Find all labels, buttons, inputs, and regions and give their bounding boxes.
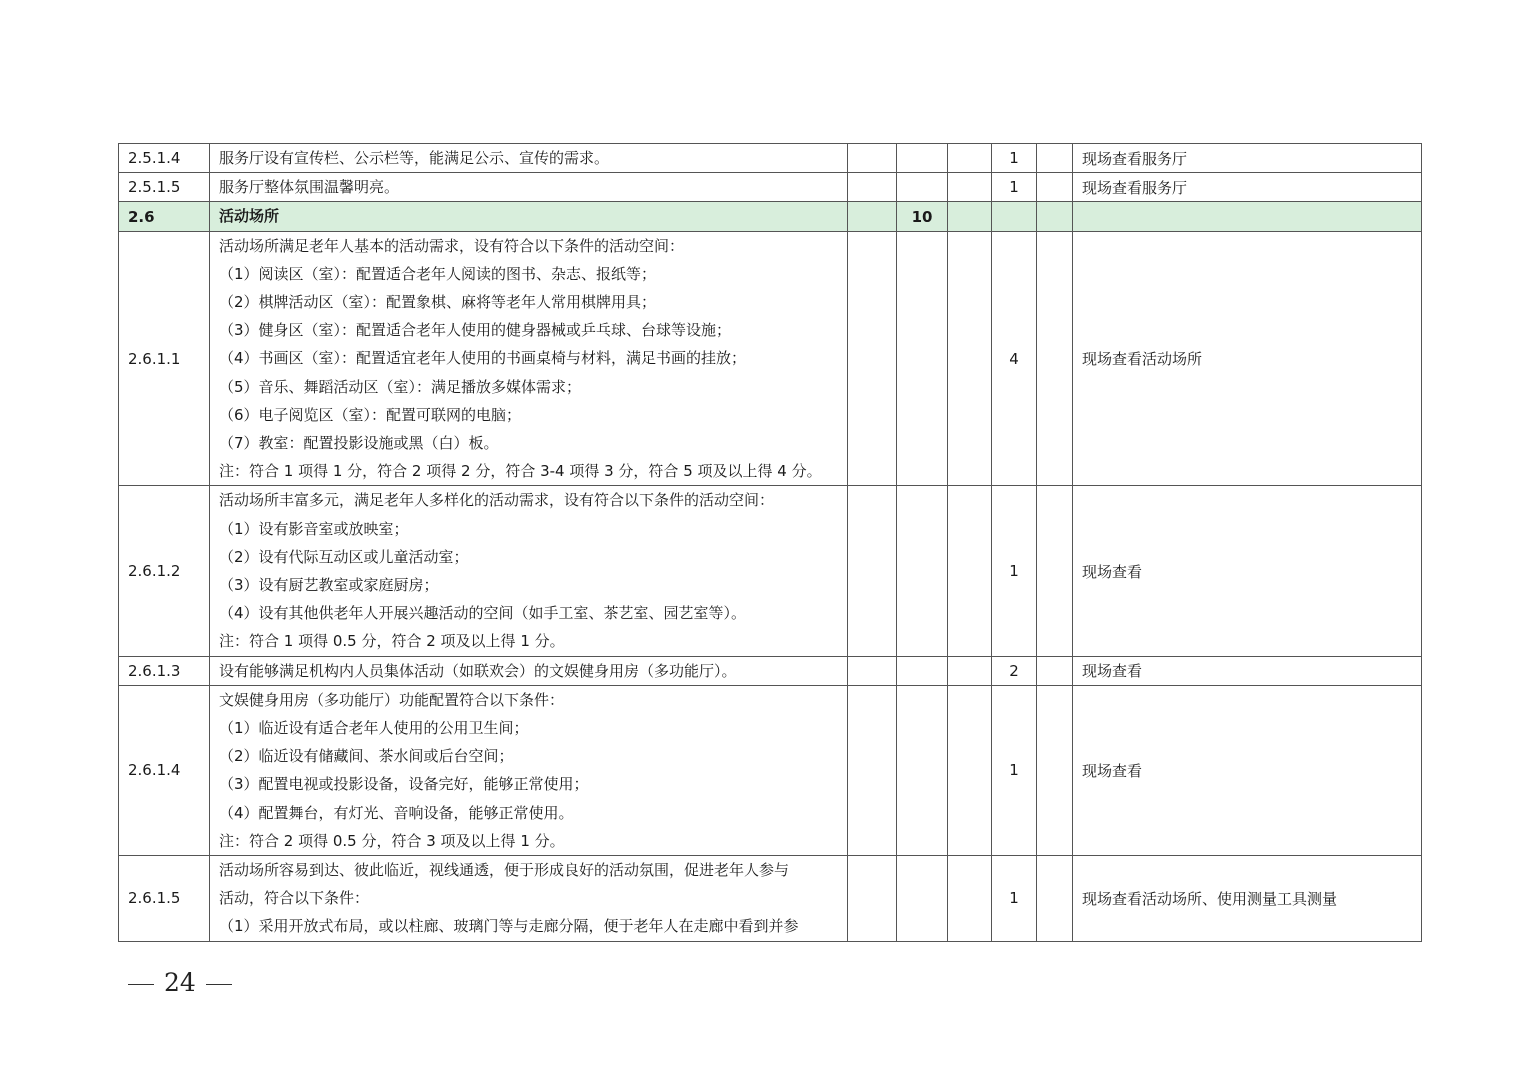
evaluation-method-cell xyxy=(1073,202,1422,231)
item-description-cell xyxy=(210,656,848,685)
empty-column-cell xyxy=(948,144,992,173)
item-score-cell: 4 xyxy=(992,231,1037,486)
criteria-row xyxy=(119,486,1422,656)
description-line: 活动场所 xyxy=(219,207,280,226)
item-code-cell: 2.6.1.1 xyxy=(119,231,210,486)
criteria-row xyxy=(119,173,1422,202)
empty-column-cell xyxy=(1037,202,1073,231)
empty-column-cell xyxy=(948,685,992,855)
empty-column-cell xyxy=(848,231,897,486)
item-description-cell xyxy=(210,202,848,231)
empty-column-cell xyxy=(948,856,992,942)
item-description-cell xyxy=(210,144,848,173)
item-code-cell: 2.5.1.5 xyxy=(119,173,210,202)
evaluation-method-cell: 现场查看 xyxy=(1073,486,1422,656)
empty-column-cell xyxy=(948,231,992,486)
page-number-dash-right xyxy=(206,984,232,985)
item-score-cell: 1 xyxy=(992,173,1037,202)
description-line: （1）临近设有适合老年人使用的公用卫生间； xyxy=(219,719,529,738)
empty-column-cell xyxy=(1037,486,1073,656)
section-score-cell xyxy=(897,231,948,486)
empty-column-cell xyxy=(848,685,897,855)
page-number-dash-left xyxy=(128,984,154,985)
item-description-cell xyxy=(210,231,848,486)
description-line: （2）棋牌活动区（室）：配置象棋、麻将等老年人常用棋牌用具； xyxy=(219,293,657,312)
description-line: （6）电子阅览区（室）：配置可联网的电脑； xyxy=(219,405,522,424)
description-line: （7）教室：配置投影设施或黑（白）板。 xyxy=(219,434,499,453)
empty-column-cell xyxy=(948,173,992,202)
section-score-cell xyxy=(897,856,948,942)
description-line: （5）音乐、舞蹈活动区（室）：满足播放多媒体需求； xyxy=(219,377,582,396)
item-score-cell: 1 xyxy=(992,856,1037,942)
description-line: （3）健身区（室）：配置适合老年人使用的健身器械或乒乓球、台球等设施； xyxy=(219,321,732,340)
description-line: （4）设有其他供老年人开展兴趣活动的空间（如手工室、茶艺室、园艺室等）。 xyxy=(219,604,747,623)
item-code-cell: 2.6.1.3 xyxy=(119,656,210,685)
criteria-row xyxy=(119,856,1422,942)
empty-column-cell xyxy=(1037,231,1073,486)
description-line: 注：符合 1 项得 1 分，符合 2 项得 2 分，符合 3-4 项得 3 分，符合 5 项及以上得 4 分。 xyxy=(219,462,822,481)
item-code-cell: 2.6.1.4 xyxy=(119,685,210,855)
item-score-cell: 2 xyxy=(992,656,1037,685)
empty-column-cell xyxy=(848,486,897,656)
criteria-table-body xyxy=(119,144,1422,942)
section-score-cell: 10 xyxy=(897,202,948,231)
item-code-cell: 2.5.1.4 xyxy=(119,144,210,173)
item-code-cell: 2.6.1.2 xyxy=(119,486,210,656)
section-score-cell xyxy=(897,173,948,202)
item-score-cell xyxy=(992,202,1037,231)
description-line: 服务厅设有宣传栏、公示栏等，能满足公示、宣传的需求。 xyxy=(219,149,610,167)
empty-column-cell xyxy=(848,656,897,685)
criteria-row xyxy=(119,144,1422,173)
empty-column-cell xyxy=(1037,144,1073,173)
empty-column-cell xyxy=(848,202,897,231)
evaluation-criteria-table xyxy=(118,143,1422,942)
item-score-cell: 1 xyxy=(992,486,1037,656)
item-description-cell xyxy=(210,173,848,202)
description-line: （3）设有厨艺教室或家庭厨房； xyxy=(219,576,439,595)
section-score-cell xyxy=(897,656,948,685)
description-line: 设有能够满足机构内人员集体活动（如联欢会）的文娱健身用房（多功能厅）。 xyxy=(219,661,737,680)
evaluation-method-cell: 现场查看服务厅 xyxy=(1073,144,1422,173)
evaluation-method-cell: 现场查看活动场所、使用测量工具测量 xyxy=(1073,856,1422,942)
item-code-cell: 2.6 xyxy=(119,202,210,231)
description-line: 活动场所容易到达、彼此临近，视线通透，便于形成良好的活动氛围，促进老年人参与 xyxy=(219,861,790,880)
item-description-cell xyxy=(210,486,848,656)
item-code-cell: 2.6.1.5 xyxy=(119,856,210,942)
empty-column-cell xyxy=(948,486,992,656)
empty-column-cell xyxy=(1037,685,1073,855)
description-line: （4）配置舞台，有灯光、音响设备，能够正常使用。 xyxy=(219,803,574,822)
criteria-row xyxy=(119,231,1422,486)
description-line: 服务厅整体氛围温馨明亮。 xyxy=(219,178,400,197)
criteria-row xyxy=(119,685,1422,855)
empty-column-cell xyxy=(848,856,897,942)
section-score-cell xyxy=(897,685,948,855)
description-line: 文娱健身用房（多功能厅）功能配置符合以下条件： xyxy=(219,690,565,709)
evaluation-method-cell: 现场查看活动场所 xyxy=(1073,231,1422,486)
description-line: 活动，符合以下条件： xyxy=(219,889,370,908)
description-line: （3）配置电视或投影设备，设备完好，能够正常使用； xyxy=(219,775,589,794)
page-number-footer xyxy=(128,968,242,997)
criteria-row xyxy=(119,656,1422,685)
description-line: 注：符合 1 项得 0.5 分，符合 2 项及以上得 1 分。 xyxy=(219,632,565,651)
item-score-cell: 1 xyxy=(992,144,1037,173)
empty-column-cell xyxy=(848,144,897,173)
item-description-cell xyxy=(210,856,848,942)
empty-column-cell xyxy=(948,202,992,231)
section-header-row xyxy=(119,202,1422,231)
empty-column-cell xyxy=(1037,173,1073,202)
empty-column-cell xyxy=(948,656,992,685)
description-line: （2）设有代际互动区或儿童活动室； xyxy=(219,547,469,566)
evaluation-method-cell: 现场查看 xyxy=(1073,656,1422,685)
description-line: （4）书画区（室）：配置适宜老年人使用的书画桌椅与材料，满足书画的挂放； xyxy=(219,349,747,368)
section-score-cell xyxy=(897,144,948,173)
description-line: 注：符合 2 项得 0.5 分，符合 3 项及以上得 1 分。 xyxy=(219,831,565,850)
description-line: （2）临近设有储藏间、茶水间或后台空间； xyxy=(219,747,514,766)
item-description-cell xyxy=(210,685,848,855)
empty-column-cell xyxy=(1037,856,1073,942)
item-score-cell: 1 xyxy=(992,685,1037,855)
description-line: （1）阅读区（室）：配置适合老年人阅读的图书、杂志、报纸等； xyxy=(219,264,657,283)
section-score-cell xyxy=(897,486,948,656)
page-number: 24 xyxy=(164,968,196,997)
description-line: （1）采用开放式布局，或以柱廊、玻璃门等与走廊分隔，便于老年人在走廊中看到并参 xyxy=(219,917,799,936)
description-line: （1）设有影音室或放映室； xyxy=(219,519,409,538)
evaluation-method-cell: 现场查看服务厅 xyxy=(1073,173,1422,202)
description-line: 活动场所丰富多元，满足老年人多样化的活动需求，设有符合以下条件的活动空间： xyxy=(219,491,775,510)
evaluation-method-cell: 现场查看 xyxy=(1073,685,1422,855)
description-line: 活动场所满足老年人基本的活动需求，设有符合以下条件的活动空间： xyxy=(219,236,685,255)
empty-column-cell xyxy=(1037,656,1073,685)
empty-column-cell xyxy=(848,173,897,202)
